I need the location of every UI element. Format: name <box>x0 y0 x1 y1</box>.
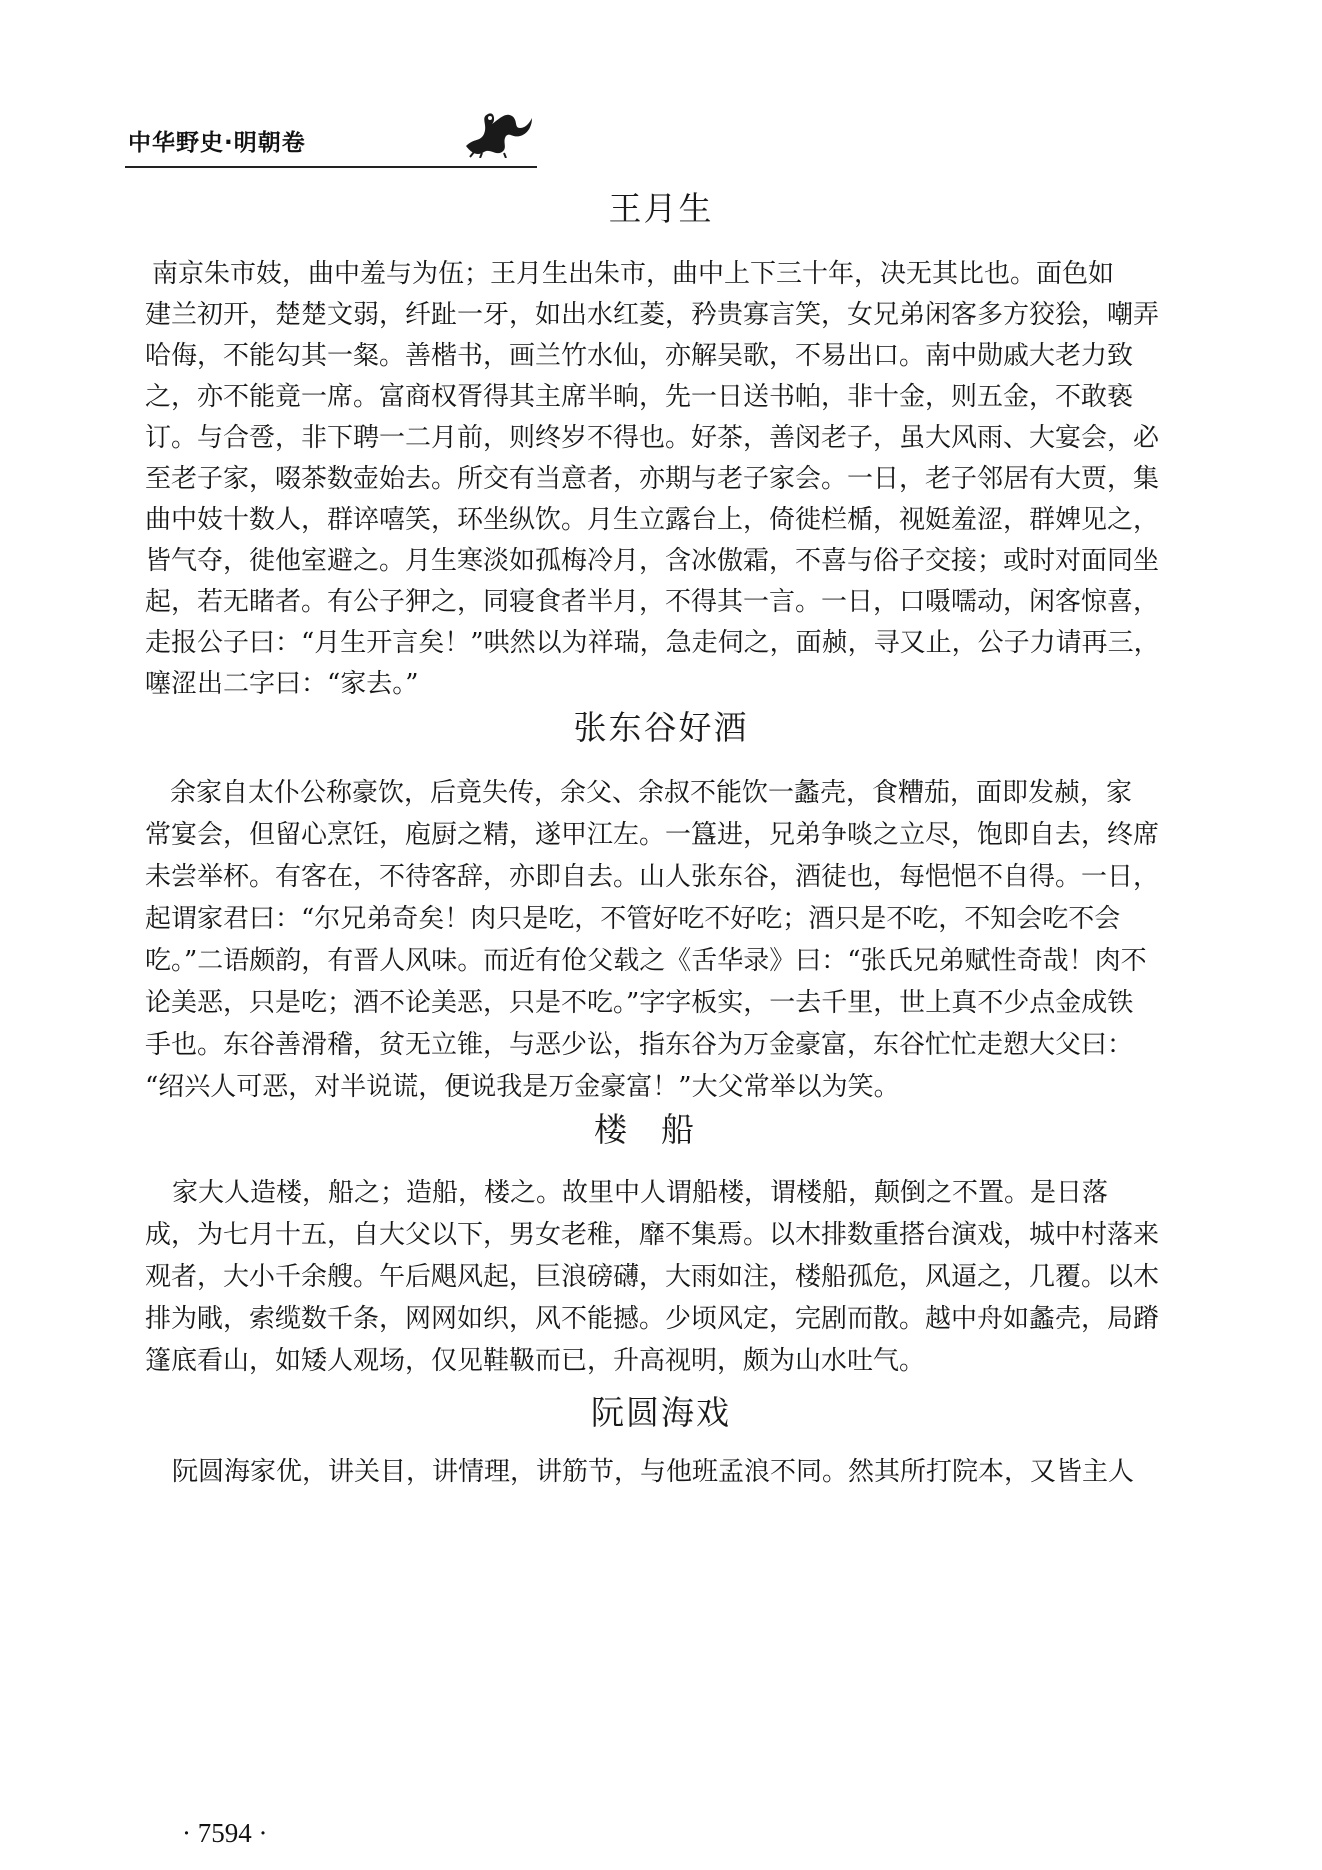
section-title-1: 王月生 <box>608 189 714 228</box>
page-number: · 7594 · <box>182 1818 268 1848</box>
running-head <box>125 120 535 170</box>
text-line: 排为戙，索缆数千条，网网如织，风不能撼。少顷风定，完剧而散。越中舟如蠡壳，局蹐 <box>145 1304 1160 1334</box>
text-line: 篷底看山，如矮人观场，仅见鞋靸而已，升高视明，颇为山水吐气。 <box>145 1346 926 1376</box>
text-line: 成，为七月十五，自大父以下，男女老稚，靡不集焉。以木排数重搭台演戏，城中村落来 <box>145 1220 1160 1250</box>
text-line: 噻涩出二字曰：“家去。” <box>145 669 419 699</box>
section-title-3: 楼船 <box>594 1110 728 1149</box>
text-line: “绍兴人可恶，对半说谎，便说我是万金豪富！”大父常举以为笑。 <box>145 1072 900 1102</box>
dragon-emblem-icon <box>460 108 536 158</box>
text-line: 阮圆海家优，讲关目，讲情理，讲筋节，与他班孟浪不同。然其所打院本，又皆主人 <box>172 1457 1135 1487</box>
header-rule <box>125 166 537 168</box>
section-title-4: 阮圆海戏 <box>591 1393 731 1432</box>
text-line: 之，亦不能竟一席。富商权胥得其主席半晌，先一日送书帕，非十金，则五金，不敢亵 <box>145 382 1134 412</box>
text-line: 哈侮，不能勾其一粲。善楷书，画兰竹水仙，亦解吴歌，不易出口。南中勋戚大老力致 <box>145 341 1134 371</box>
section-title-2: 张东谷好酒 <box>573 708 749 747</box>
text-line: 余家自太仆公称豪饮，后竟失传，余父、余叔不能饮一蠡壳，食糟茄，面即发赪，家 <box>170 778 1133 808</box>
text-line: 观者，大小千余艘。午后飓风起，巨浪磅礴，大雨如注，楼船孤危，风逼之，几覆。以木 <box>145 1262 1160 1292</box>
text-line: 吃。”二语颇韵，有晋人风味。而近有伧父载之《舌华录》曰：“张氏兄弟赋性奇哉！肉不 <box>145 946 1147 976</box>
text-line: 南京朱市妓，曲中羞与为伍；王月生出朱市，曲中上下三十年，决无其比也。面色如 <box>152 259 1115 289</box>
text-line: 皆气夺，徙他室避之。月生寒淡如孤梅冷月，含冰傲霜，不喜与俗子交接；或时对面同坐 <box>145 546 1160 576</box>
text-line: 起，若无睹者。有公子狎之，同寝食者半月，不得其一言。一日，口嗫嚅动，闲客惊喜， <box>145 587 1160 617</box>
text-line: 至老子家，啜茶数壶始去。所交有当意者，亦期与老子家会。一日，老子邻居有大贾，集 <box>145 464 1160 494</box>
text-line: 未尝举杯。有客在，不待客辞，亦即自去。山人张东谷，酒徒也，每悒悒不自得。一日， <box>145 862 1160 892</box>
text-line: 论美恶，只是吃；酒不论美恶，只是不吃。”字字板实，一去千里，世上真不少点金成铁 <box>145 988 1134 1018</box>
running-title: 中华野史·明朝卷 <box>128 130 306 156</box>
text-line: 常宴会，但留心烹饪，庖厨之精，遂甲江左。一簋进，兄弟争啖之立尽，饱即自去，终席 <box>145 820 1160 850</box>
text-line: 手也。东谷善滑稽，贫无立锥，与恶少讼，指东谷为万金豪富，东谷忙忙走愬大父曰： <box>145 1030 1134 1060</box>
text-line: 建兰初开，楚楚文弱，纤趾一牙，如出水红菱，矜贵寡言笑，女兄弟闲客多方狡狯，嘲弄 <box>145 300 1160 330</box>
text-line: 走报公子曰：“月生开言矣！”哄然以为祥瑞，急走伺之，面赪，寻又止，公子力请再三， <box>145 628 1160 658</box>
text-line: 订。与合卺，非下聘一二月前，则终岁不得也。好茶，善闵老子，虽大风雨、大宴会，必 <box>145 423 1160 453</box>
text-line: 曲中妓十数人，群谇嘻笑，环坐纵饮。月生立露台上，倚徙栏楯，视娗羞涩，群婢见之， <box>145 505 1160 535</box>
text-line: 起谓家君曰：“尔兄弟奇矣！肉只是吃，不管好吃不好吃；酒只是不吃，不知会吃不会 <box>145 904 1121 934</box>
text-line: 家大人造楼，船之；造船，楼之。故里中人谓船楼，谓楼船，颠倒之不置。是日落 <box>172 1178 1109 1208</box>
